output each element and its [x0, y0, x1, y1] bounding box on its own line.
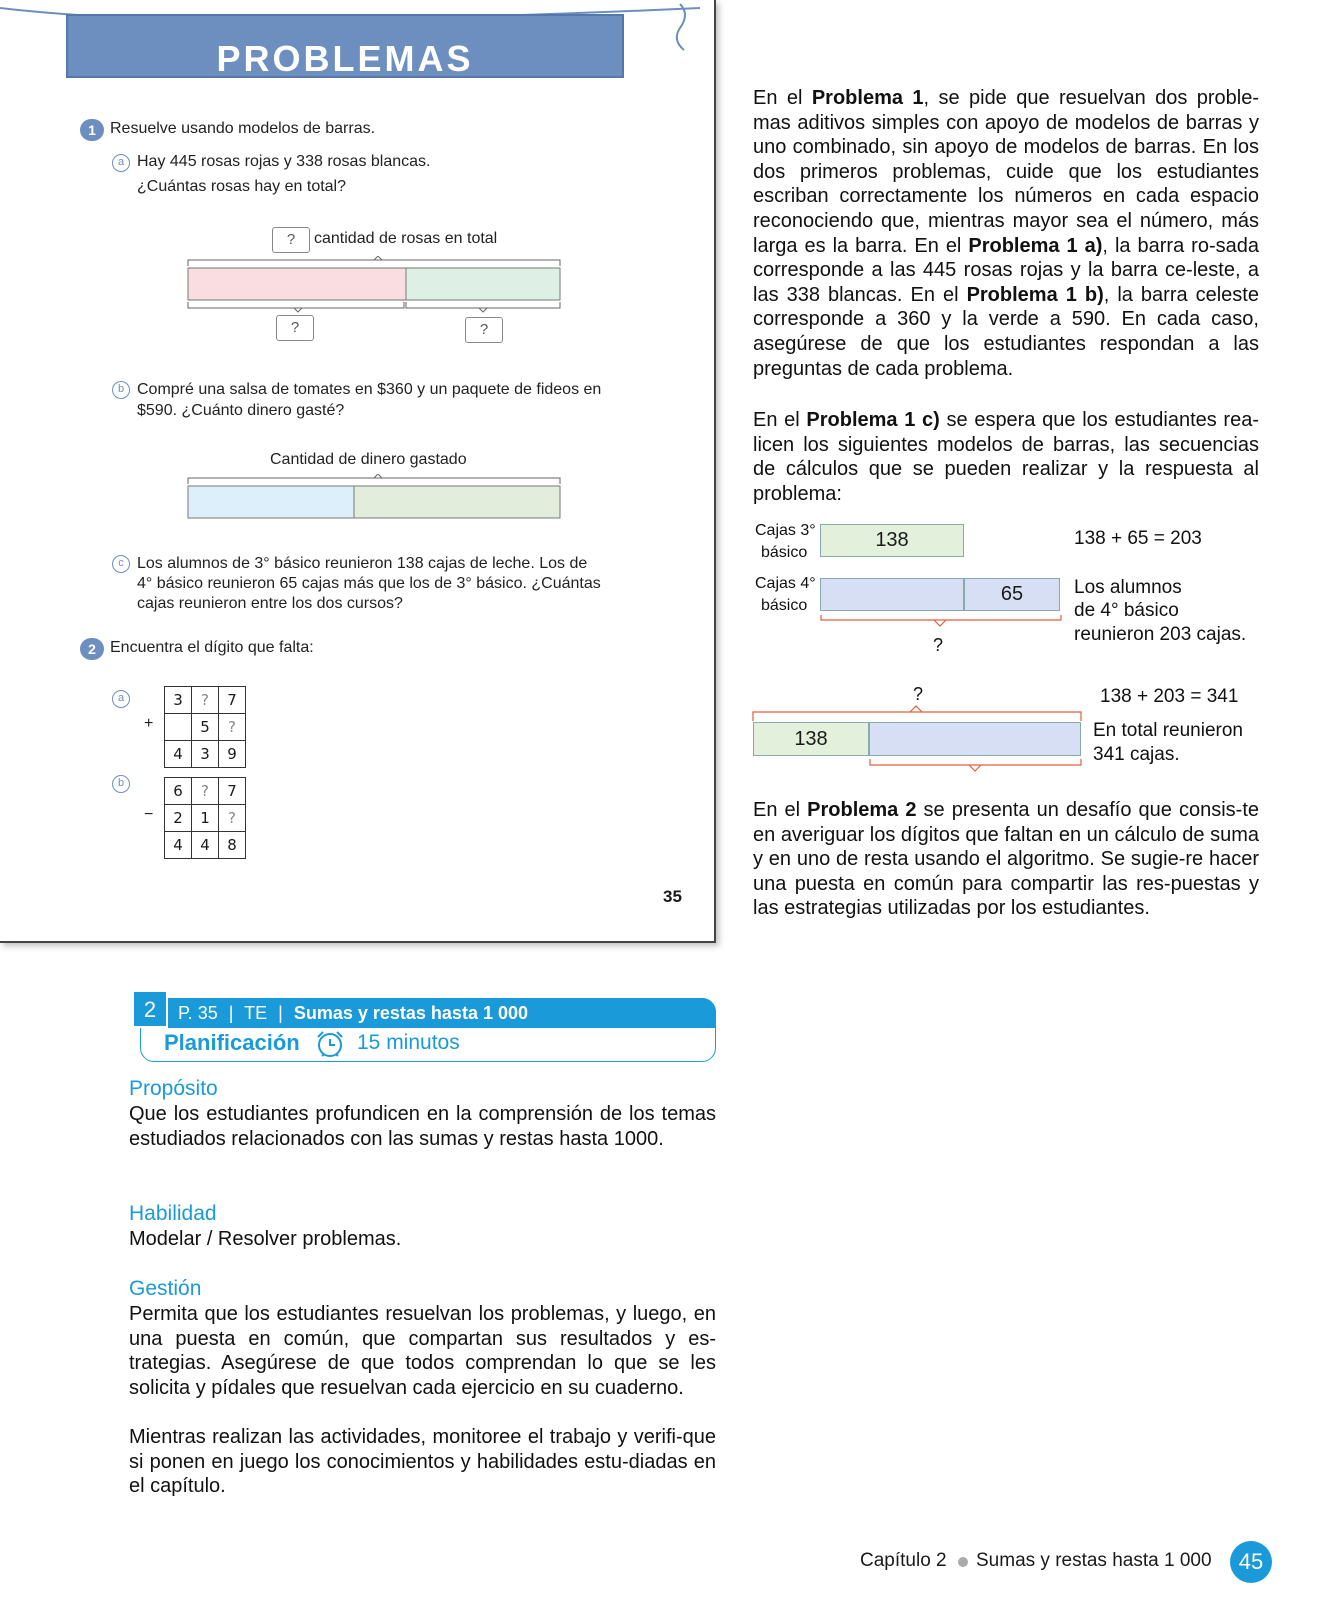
grid-cell: 6: [165, 778, 192, 805]
part-2b-badge: b: [112, 775, 130, 793]
grid-cell: 5: [192, 714, 219, 741]
footer-topic: Sumas y restas hasta 1 000: [976, 1550, 1212, 1571]
footer-bullet: [958, 1557, 968, 1567]
part-a-line1: Hay 445 rosas rojas y 338 rosas blancas.: [137, 153, 431, 170]
paragraph-problem-2: En el Problema 2 se presenta un desafío que consis-te en averiguar los dígitos que faltan en un cálculo de suma y en uno de resta usando el algoritmo. Se sugie-re hacer una puesta en común para compartir las res-puestas y las estrategias utilizadas por los estudiantes.: [753, 799, 1259, 920]
text-gestion-1: Permita que los estudiantes resuelvan los problemas, y luego, en una puesta en común, que compartan sus resultados y es-trategias. Asegúrese de que todos comprendan lo que se les solicita y pídales que resuelvan cada ejercicio en su cuaderno.: [129, 1303, 716, 1399]
banner-title: PROBLEMAS: [216, 38, 474, 79]
grid-cell: ?: [219, 714, 246, 741]
heading-proposito: Propósito: [129, 1077, 218, 1100]
part-a-line2: ¿Cuántas rosas hay en total?: [137, 178, 347, 195]
planning-number: 2: [132, 990, 168, 1028]
bar-label-total-roses: cantidad de rosas en total: [314, 230, 498, 247]
grid-cell: 8: [219, 832, 246, 859]
bar-138-total: 138: [753, 722, 869, 756]
bar-203-total: [869, 722, 1081, 756]
answer-2-line2: 341 cajas.: [1093, 744, 1180, 765]
minus-sign: −: [144, 806, 154, 823]
problem-1-badge: 1: [80, 119, 104, 141]
grid-cell: 9: [219, 741, 246, 768]
alarm-clock-icon: [314, 1029, 346, 1059]
grid-cell: 4: [192, 832, 219, 859]
part-c-badge: c: [112, 555, 130, 573]
part-2a-badge: a: [112, 690, 130, 708]
answer-2-line1: En total reunieron: [1093, 720, 1243, 741]
equation-2: 138 + 203 = 341: [1100, 686, 1239, 707]
text-proposito: Que los estudiantes profundicen en la comprensión de los temas estudiados relacionados con las sumas y restas hasta 1000.: [129, 1103, 716, 1150]
bar-model-money: [186, 474, 562, 524]
digit-grid-subtraction: [164, 777, 246, 859]
equation-1: 138 + 65 = 203: [1074, 528, 1202, 549]
grid-cell: ?: [219, 805, 246, 832]
plus-sign: +: [144, 715, 154, 732]
problem-2-instruction: Encuentra el dígito que falta:: [110, 639, 314, 656]
bar-model-roses: [186, 256, 562, 316]
paragraph-problem-1: En el Problema 1, se pide que resuelvan dos proble-mas aditivos simples con apoyo de modelos de barras y uno combinado, sin apoyo de modelos de barras. En los dos primeros problemas, cuide que los estudiantes escriban correctamente los números en cada espacio reconociendo que, mientras mayor sea el número, más larga es la barra. En el Problema 1 a), la barra ro-sada corresponde a las 445 rosas rojas y la barra ce-leste, a las 338 blancas. En el Problema 1 b), la barra celeste corresponde a 360 y la verde a 590. En cada caso, asegúrese de que los estudiantes respondan a las preguntas de cada problema.: [753, 87, 1259, 380]
part-b-line2: $590. ¿Cuánto dinero gasté?: [137, 402, 345, 419]
answer-box-white: ?: [465, 317, 503, 343]
student-book-page: [0, 0, 716, 943]
bar-label-money: Cantidad de dinero gastado: [270, 451, 467, 468]
grid-cell: 7: [219, 687, 246, 714]
grid-cell: ?: [192, 687, 219, 714]
paragraph-problem-1c: En el Problema 1 c) se espera que los estudiantes rea-licen los siguientes modelos de barras, las secuencias de cálculos que se pueden realizar y la respuesta al problema:: [753, 409, 1259, 505]
grid-cell: 1: [192, 805, 219, 832]
answer-1-line3: reunieron 203 cajas.: [1074, 624, 1247, 645]
grid-cell: 2: [165, 805, 192, 832]
planning-header-bar: P. 35 | TE | Sumas y restas hasta 1 000: [168, 998, 716, 1028]
part-b-line1: Compré una salsa de tomates en $360 y un paquete de fideos en: [137, 381, 602, 398]
te-ref: TE: [244, 1003, 268, 1023]
answer-1-line2: de 4° básico: [1074, 600, 1179, 621]
planning-topic: Sumas y restas hasta 1 000: [293, 1003, 528, 1023]
brace-top-2: [752, 704, 1082, 722]
question-mark-1: ?: [933, 635, 944, 655]
book-page-number: 35: [663, 887, 682, 906]
answer-box-total: ?: [272, 227, 310, 253]
part-b-badge: b: [112, 381, 130, 399]
grid-cell: 3: [165, 687, 192, 714]
planning-title: Planificación: [164, 1030, 300, 1055]
planning-time: 15 minutos: [357, 1031, 460, 1054]
bar-65: 65: [964, 578, 1060, 611]
label-cajas-3: Cajas 3°: [755, 522, 816, 539]
bar-138-top: 138: [820, 524, 964, 557]
problems-banner: [66, 14, 624, 78]
bar-138-lower: [820, 578, 964, 611]
part-c-line1: Los alumnos de 3° básico reunieron 138 cajas de leche. Los de: [137, 555, 588, 572]
answer-box-red: ?: [276, 315, 314, 341]
footer-page-number: 45: [1230, 1541, 1272, 1583]
grid-cell: 3: [192, 741, 219, 768]
text-gestion-2: Mientras realizan las actividades, monitoree el trabajo y verifi-que si ponen en juego los conocimientos y habilidades estu-diadas en el capítulo.: [129, 1426, 716, 1498]
problem-1-instruction: Resuelve usando modelos de barras.: [110, 120, 376, 137]
text-habilidad: Modelar / Resolver problemas.: [129, 1228, 402, 1250]
brace-lower-1: [820, 614, 1062, 634]
grid-cell: 4: [165, 741, 192, 768]
label-basico-3: básico: [761, 544, 808, 561]
footer-chapter: Capítulo 2: [860, 1550, 947, 1571]
problem-2-badge: 2: [80, 638, 104, 660]
grid-cell: ?: [192, 778, 219, 805]
part-c-line2: 4° básico reunieron 65 cajas más que los de 3° básico. ¿Cuántas: [137, 575, 601, 592]
answer-1-line1: Los alumnos: [1074, 577, 1182, 598]
label-cajas-4: Cajas 4°: [755, 575, 816, 592]
page-ref: P. 35: [178, 1003, 218, 1023]
part-a-badge: a: [112, 154, 130, 172]
heading-gestion: Gestión: [129, 1277, 202, 1300]
grid-cell: 7: [219, 778, 246, 805]
grid-cell: 4: [165, 832, 192, 859]
part-c-line3: cajas reunieron entre los dos cursos?: [137, 595, 403, 612]
grid-cell: [165, 714, 192, 741]
brace-lower-2: [869, 758, 1083, 776]
digit-grid-addition: [164, 686, 246, 768]
label-basico-4: básico: [761, 597, 808, 614]
question-mark-2: ?: [913, 684, 924, 704]
heading-habilidad: Habilidad: [129, 1202, 217, 1225]
